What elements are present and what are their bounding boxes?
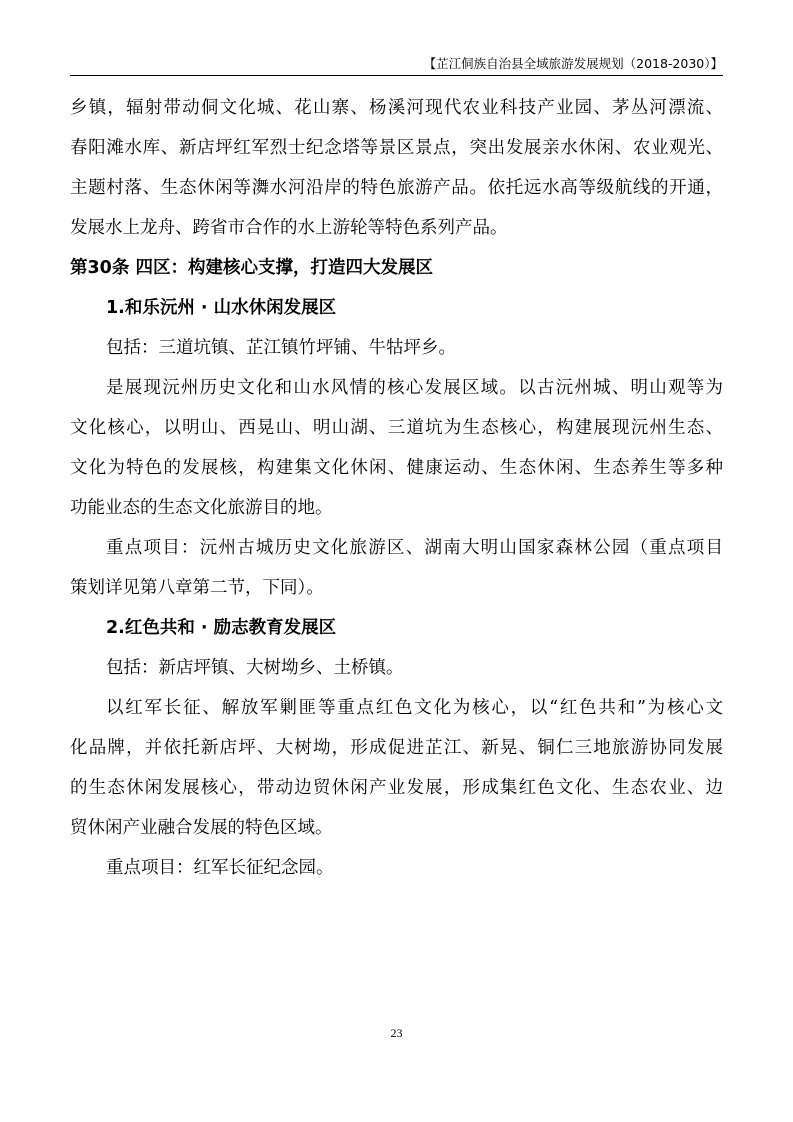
paragraph-line: 包括：三道坑镇、芷江镇竹坪铺、牛牯坪乡。: [106, 338, 456, 358]
paragraph-line: 化品牌，并依托新店坪、大树坳，形成促进芷江、新晃、铜仁三地旅游协同发展: [70, 738, 723, 758]
paragraph-line: 主题村落、生态休闲等㵲水河沿岸的特色旅游产品。依托远水高等级航线的开通，: [70, 178, 723, 198]
paragraph-line: 包括：新店坪镇、大树坳乡、土桥镇。: [106, 658, 404, 678]
paragraph-line: 以红军长征、解放军剿匪等重点红色文化为核心，以“红色共和”为核心文: [106, 698, 723, 718]
paragraph-line: 重点项目：沅州古城历史文化旅游区、湖南大明山国家森林公园（重点项目: [106, 538, 723, 558]
paragraph-line: 的生态休闲发展核心，带动边贸休闲产业发展，形成集红色文化、生态农业、边: [70, 778, 723, 798]
paragraph-line: 春阳滩水库、新店坪红军烈士纪念塔等景区景点，突出发展亲水休闲、农业观光、: [70, 138, 723, 158]
paragraph-line: 是展现沅州历史文化和山水风情的核心发展区域。以古沅州城、明山观等为: [106, 378, 723, 398]
paragraph-line: 功能业态的生态文化旅游目的地。: [70, 498, 333, 518]
paragraph-line: 乡镇，辐射带动侗文化城、花山寨、杨溪河现代农业科技产业园、茅丛河漂流、: [70, 98, 723, 118]
paragraph-line: 策划详见第八章第二节，下同）。: [70, 578, 324, 598]
paragraph-line: 文化核心，以明山、西晃山、明山湖、三道坑为生态核心，构建展现沅州生态、: [70, 418, 723, 438]
section-heading: 第30条 四区：构建核心支撑，打造四大发展区: [70, 258, 433, 278]
section-heading: 2.红色共和 · 励志教育发展区: [106, 618, 337, 638]
paragraph-line: 文化为特色的发展核，构建集文化休闲、健康运动、生态休闲、生态养生等多种: [70, 458, 723, 478]
paragraph-line: 重点项目：红军长征纪念园。: [106, 858, 334, 878]
body-text: [70, 88, 723, 888]
page-number: 23: [390, 1026, 403, 1040]
section-heading: 1.和乐沅州 · 山水休闲发展区: [106, 298, 337, 318]
header-rule: [70, 75, 723, 76]
paragraph-line: 贸休闲产业融合发展的特色区域。: [70, 818, 333, 838]
running-header: 【芷江侗族自治县全域旅游发展规划（2018-2030）】: [423, 56, 723, 71]
paragraph-line: 发展水上龙舟、跨省市合作的水上游轮等特色系列产品。: [70, 218, 508, 238]
